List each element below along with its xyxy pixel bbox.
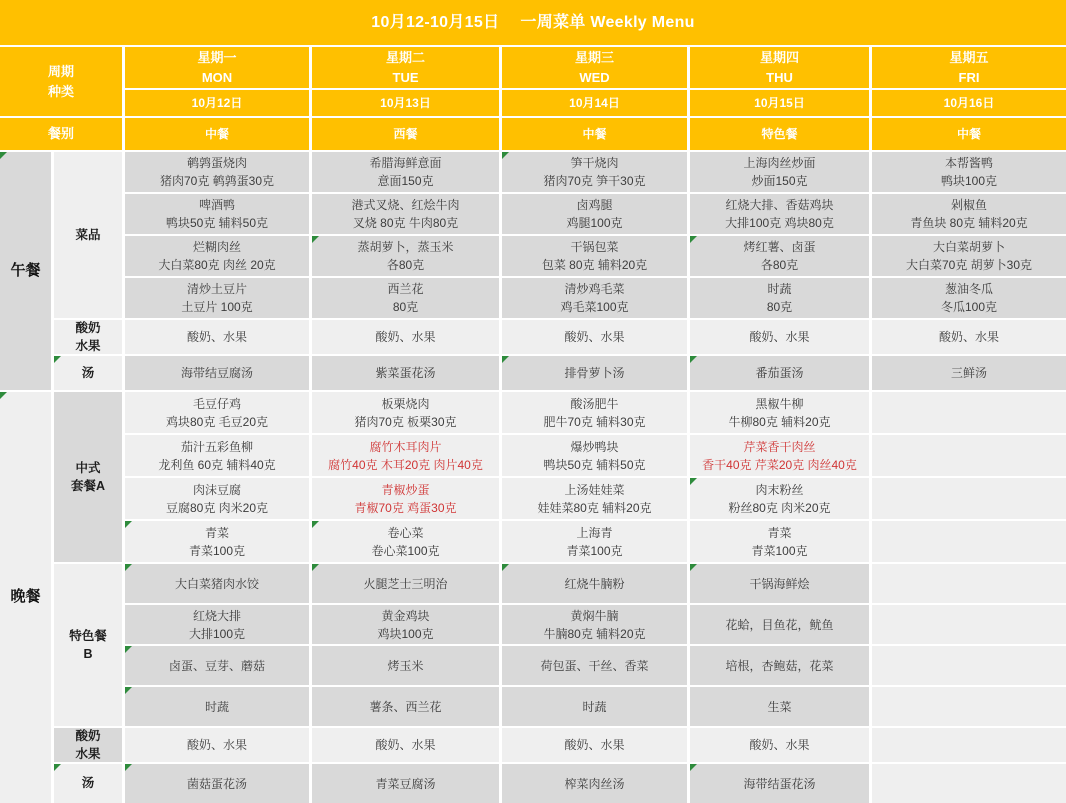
dish-cell[interactable] (312, 564, 499, 603)
dish-qty: 腐竹40克 木耳20克 肉片40克 (328, 457, 483, 472)
dish-qty: 青椒70克 鸡蛋30克 (354, 500, 457, 515)
yogurt-text: 酸奶、水果 (375, 330, 436, 344)
soup-cell[interactable] (502, 764, 687, 803)
dish-name: 青菜 (204, 525, 229, 540)
yogurt-row-header[interactable] (54, 728, 122, 762)
day-abbr: TUE (392, 69, 419, 85)
dish-name: 啤酒鸭 (198, 198, 235, 212)
lunch-section-label[interactable] (0, 152, 51, 390)
dish-cell[interactable] (312, 152, 499, 192)
yogurt-fruit-cell[interactable] (872, 320, 1066, 354)
dish-cell[interactable] (502, 435, 687, 476)
dinner-label-text: 晚餐 (10, 588, 41, 606)
yogurt-fruit-cell[interactable] (125, 320, 309, 354)
dish-name: 希腊海鲜意面 (369, 156, 442, 170)
dish-cell[interactable] (502, 236, 687, 276)
dish-name: 鹌鹑蛋烧肉 (186, 156, 247, 170)
dish-name: 清炒土豆片 (186, 282, 247, 296)
dish-cell[interactable] (125, 521, 309, 562)
date-cell[interactable] (872, 90, 1066, 116)
empty-cell[interactable] (872, 605, 1066, 644)
dish-qty: 各80克 (386, 258, 425, 272)
dish-name: 酸汤肥牛 (570, 396, 619, 411)
dish-name: 芹菜香干肉丝 (743, 439, 816, 454)
day-name: 星期一 (197, 50, 237, 65)
soup-cell[interactable] (312, 764, 499, 803)
flag-triangle-icon (502, 564, 509, 571)
dish-name: 大白菜猪肉水饺 (174, 576, 259, 591)
day-header-cell[interactable] (690, 47, 869, 88)
date-cell[interactable] (502, 90, 687, 116)
dish-qty: 鸡块100克 (377, 626, 434, 641)
dish-cell[interactable] (125, 392, 309, 433)
soup-text: 紫菜蛋花汤 (375, 366, 436, 380)
soup-label-text: 汤 (81, 365, 95, 380)
dish-cell[interactable] (312, 605, 499, 644)
meal-type-row-header[interactable] (0, 118, 122, 150)
flag-triangle-icon (502, 356, 509, 363)
dish-name: 板栗烧肉 (381, 396, 430, 411)
yogurt-label-line2: 水果 (75, 747, 101, 761)
dish-cell[interactable] (690, 605, 869, 644)
dish-cell[interactable] (125, 152, 309, 192)
dish-name: 毛豆仔鸡 (192, 396, 241, 411)
dish-cell[interactable] (125, 435, 309, 476)
dish-qty: 鸡块80克 毛豆20克 (165, 414, 269, 429)
dish-name: 花蛤，目鱼花，鱿鱼 (725, 617, 834, 632)
dish-cell[interactable] (872, 236, 1066, 276)
corner-line1: 周期 (47, 64, 74, 79)
dish-name: 笋干烧肉 (570, 156, 619, 170)
dish-name: 时蔬 (204, 699, 229, 714)
dish-qty: 冬瓜100克 (940, 300, 998, 314)
dish-qty: 肥牛70克 辅料30克 (543, 414, 646, 429)
dish-name: 爆炒鸭块 (570, 439, 619, 454)
yogurt-fruit-cell[interactable] (125, 728, 309, 762)
soup-label-text: 汤 (81, 776, 95, 791)
dish-name: 青椒炒蛋 (381, 482, 430, 497)
meal-type-cell[interactable] (312, 118, 499, 150)
meal-type-label: 西餐 (393, 127, 418, 141)
flag-triangle-icon (690, 356, 697, 363)
dishes-label-text: 菜品 (75, 227, 101, 242)
yogurt-label-line2: 水果 (75, 339, 101, 353)
corner-line2: 种类 (47, 83, 74, 99)
dish-qty: 叉烧 80克 牛肉80克 (352, 216, 459, 230)
set-a-label-line1: 中式 (75, 460, 101, 475)
dish-qty: 青菜100克 (188, 543, 246, 558)
yogurt-row-header[interactable] (54, 320, 122, 354)
dish-cell[interactable] (312, 521, 499, 562)
soup-text: 榨菜肉丝汤 (564, 776, 625, 791)
corner-header-cell[interactable] (0, 47, 122, 116)
dish-cell[interactable] (125, 278, 309, 318)
flag-triangle-icon (690, 764, 697, 771)
set-b-row-header[interactable] (54, 564, 122, 726)
dish-name: 黄焖牛腩 (570, 608, 619, 623)
dish-cell[interactable] (690, 392, 869, 433)
dish-cell[interactable] (312, 278, 499, 318)
dish-name: 大白菜胡萝卜 (932, 240, 1005, 254)
dish-name: 时蔬 (767, 282, 792, 296)
dish-qty: 鸭块50克 辅料50克 (165, 216, 269, 230)
dish-qty: 青菜100克 (566, 543, 623, 558)
flag-triangle-icon (312, 236, 319, 243)
dish-qty: 意面150克 (377, 174, 434, 188)
dish-qty: 青菜100克 (751, 543, 808, 558)
flag-triangle-icon (312, 564, 319, 571)
dish-name: 上汤娃娃菜 (564, 482, 625, 497)
meal-type-cell[interactable] (125, 118, 309, 150)
yogurt-text: 酸奶、水果 (938, 330, 999, 344)
flag-triangle-icon (690, 564, 697, 571)
dish-name: 生菜 (767, 699, 792, 714)
dish-cell[interactable] (312, 646, 499, 685)
meal-type-label: 中餐 (582, 127, 607, 141)
day-name: 星期二 (385, 50, 425, 65)
dish-name: 本帮酱鸭 (944, 156, 993, 170)
flag-triangle-icon (54, 764, 61, 771)
dish-cell[interactable] (502, 392, 687, 433)
empty-cell[interactable] (872, 564, 1066, 603)
day-name: 星期五 (949, 50, 989, 65)
yogurt-text: 酸奶、水果 (375, 738, 436, 752)
dish-qty: 大白菜80克 肉丝 20克 (158, 258, 276, 272)
flag-triangle-icon (0, 392, 7, 399)
dish-qty: 香干40克 芹菜20克 肉丝40克 (702, 457, 857, 472)
soup-cell[interactable] (502, 356, 687, 390)
date-label: 10月12日 (191, 96, 243, 110)
dish-cell[interactable] (125, 646, 309, 685)
dish-cell[interactable] (312, 392, 499, 433)
dish-name: 烂糊肉丝 (192, 240, 241, 254)
meal-type-cell[interactable] (502, 118, 687, 150)
date-label: 10月15日 (754, 96, 805, 110)
set-b-label-line2: B (83, 647, 93, 661)
dish-cell-highlighted[interactable] (312, 435, 499, 476)
dish-cell[interactable] (690, 152, 869, 192)
dish-cell[interactable] (502, 521, 687, 562)
meal-type-label: 中餐 (204, 127, 229, 141)
day-header-cell[interactable] (872, 47, 1066, 88)
dish-name: 蒸胡萝卜，蒸玉米 (357, 240, 454, 254)
dish-qty: 豆腐80克 肉米20克 (165, 500, 269, 515)
day-abbr: THU (766, 69, 793, 85)
soup-cell[interactable] (125, 356, 309, 390)
dish-cell[interactable] (312, 236, 499, 276)
soup-text: 三鲜汤 (950, 366, 987, 380)
dish-cell[interactable] (125, 194, 309, 234)
empty-cell[interactable] (872, 646, 1066, 685)
dish-name: 卤鸡腿 (576, 198, 613, 212)
meal-type-cell[interactable] (872, 118, 1066, 150)
dish-name: 上海青 (576, 525, 613, 540)
flag-triangle-icon (0, 152, 7, 159)
dish-qty: 青鱼块 80克 辅料20克 (910, 216, 1028, 230)
soup-text: 菌菇蛋花汤 (186, 776, 247, 791)
lunch-label-text: 午餐 (10, 261, 41, 279)
soup-cell[interactable] (872, 356, 1066, 390)
flag-triangle-icon (125, 687, 132, 694)
dish-qty: 娃娃菜80克 辅料20克 (537, 500, 652, 515)
set-b-label-line1: 特色餐 (69, 628, 107, 643)
dish-name: 港式叉烧、红烩牛肉 (351, 198, 460, 212)
dish-cell[interactable] (690, 236, 869, 276)
dish-qty: 猪肉70克 鹌鹑蛋30克 (159, 174, 275, 188)
flag-triangle-icon (690, 236, 697, 243)
empty-cell[interactable] (872, 521, 1066, 562)
meal-row-label: 餐别 (47, 126, 74, 142)
meal-type-label: 特色餐 (761, 127, 798, 141)
dish-cell[interactable] (690, 687, 869, 726)
dish-qty: 猪肉70克 板栗30克 (354, 414, 457, 429)
dish-qty: 大白菜70克 胡萝卜30克 (905, 258, 1033, 272)
dish-qty: 鸭块50克 辅料50克 (543, 457, 646, 472)
meal-type-cell[interactable] (690, 118, 869, 150)
dish-name: 烤玉米 (387, 658, 424, 673)
yogurt-text: 酸奶、水果 (186, 738, 247, 752)
date-label: 10月14日 (569, 96, 620, 110)
date-label: 10月13日 (380, 96, 431, 110)
yogurt-fruit-cell[interactable] (312, 320, 499, 354)
dish-cell[interactable] (125, 236, 309, 276)
dish-qty: 土豆片 100克 (181, 300, 253, 314)
empty-cell[interactable] (872, 728, 1066, 762)
menu-title-text: 10月12-10月15日 一周菜单 Weekly Menu (371, 13, 695, 31)
dish-cell[interactable] (872, 278, 1066, 318)
dish-cell[interactable] (502, 646, 687, 685)
day-abbr: MON (201, 69, 233, 85)
soup-row-header[interactable] (54, 356, 122, 390)
dish-name: 腐竹木耳肉片 (369, 439, 442, 454)
soup-cell[interactable] (312, 356, 499, 390)
dinner-section-label[interactable] (0, 392, 51, 803)
flag-triangle-icon (312, 521, 319, 528)
dish-cell[interactable] (690, 646, 869, 685)
dish-cell[interactable] (872, 194, 1066, 234)
soup-cell[interactable] (690, 764, 869, 803)
dish-name: 薯条、西兰花 (369, 699, 442, 714)
dish-name: 卷心菜 (387, 525, 424, 540)
empty-cell[interactable] (872, 478, 1066, 519)
yogurt-label-line1: 酸奶 (75, 728, 101, 743)
soup-text: 青菜豆腐汤 (375, 776, 436, 791)
dish-qty: 粉丝80克 肉米20克 (728, 500, 831, 515)
dish-qty: 炒面150克 (751, 174, 808, 188)
dish-qty: 卷心菜100克 (371, 543, 440, 558)
yogurt-text: 酸奶、水果 (186, 330, 247, 344)
date-cell[interactable] (312, 90, 499, 116)
dish-name: 黑椒牛柳 (755, 396, 804, 411)
dish-name: 红烧大排 (192, 608, 241, 623)
dish-qty: 猪肉70克 笋干30克 (543, 174, 646, 188)
day-header-cell[interactable] (125, 47, 309, 88)
dish-cell[interactable] (502, 564, 687, 603)
dish-name: 青菜 (767, 525, 792, 540)
dish-name: 剁椒鱼 (950, 198, 987, 212)
dish-name: 茄汁五彩鱼柳 (180, 439, 253, 454)
meal-type-label: 中餐 (956, 127, 981, 141)
dish-name: 干锅包菜 (570, 240, 619, 254)
dish-name: 西兰花 (387, 282, 424, 296)
flag-triangle-icon (125, 521, 132, 528)
dish-name: 上海肉丝炒面 (743, 156, 816, 170)
dish-cell[interactable] (690, 194, 869, 234)
dish-cell[interactable] (125, 564, 309, 603)
empty-cell[interactable] (872, 687, 1066, 726)
dish-qty: 牛柳80克 辅料20克 (728, 414, 831, 429)
dish-name: 肉沫豆腐 (192, 482, 241, 497)
empty-cell[interactable] (872, 764, 1066, 803)
yogurt-label-line1: 酸奶 (75, 320, 101, 335)
dish-cell[interactable] (312, 687, 499, 726)
soup-text: 海带结蛋花汤 (743, 776, 816, 791)
dish-qty: 龙利鱼 60克 辅料40克 (158, 457, 276, 472)
yogurt-fruit-cell[interactable] (502, 728, 687, 762)
dish-name: 肉末粉丝 (755, 482, 804, 497)
dish-name: 红烧牛腩粉 (564, 576, 625, 591)
dish-cell[interactable] (502, 152, 687, 192)
dish-cell[interactable] (502, 687, 687, 726)
soup-cell[interactable] (125, 764, 309, 803)
set-a-row-header[interactable] (54, 392, 122, 562)
day-abbr: WED (579, 69, 610, 85)
yogurt-text: 酸奶、水果 (749, 330, 810, 344)
day-name: 星期三 (574, 50, 614, 65)
date-label: 10月16日 (943, 96, 995, 110)
soup-cell[interactable] (690, 356, 869, 390)
dish-name: 卤蛋、豆芽、蘑菇 (168, 658, 265, 673)
yogurt-text: 酸奶、水果 (749, 738, 810, 752)
dish-name: 火腿芝士三明治 (363, 576, 448, 591)
dish-qty: 各80克 (760, 258, 799, 272)
dish-name: 黄金鸡块 (381, 608, 430, 623)
soup-text: 番茄蛋汤 (755, 366, 804, 380)
dish-qty: 大排100克 (188, 626, 246, 641)
dish-name: 烤红薯、卤蛋 (743, 240, 816, 254)
soup-text: 排骨萝卜汤 (564, 366, 625, 380)
dish-cell[interactable] (312, 194, 499, 234)
yogurt-fruit-cell[interactable] (690, 320, 869, 354)
flag-triangle-icon (690, 478, 697, 485)
dish-cell[interactable] (690, 478, 869, 519)
flag-triangle-icon (502, 152, 509, 159)
yogurt-text: 酸奶、水果 (564, 330, 625, 344)
yogurt-fruit-cell[interactable] (312, 728, 499, 762)
soup-text: 海带结豆腐汤 (180, 366, 253, 380)
dish-qty: 鸡毛菜100克 (560, 300, 629, 314)
dish-name: 红烧大排、香菇鸡块 (725, 198, 834, 212)
flag-triangle-icon (54, 356, 61, 363)
day-name: 星期四 (759, 50, 799, 65)
day-abbr: FRI (958, 69, 980, 85)
dish-cell[interactable] (125, 478, 309, 519)
dish-cell[interactable] (502, 194, 687, 234)
yogurt-fruit-cell[interactable] (690, 728, 869, 762)
menu-title[interactable] (0, 0, 1066, 45)
dishes-row-header[interactable] (54, 152, 122, 318)
dish-cell[interactable] (502, 478, 687, 519)
dish-cell[interactable] (125, 687, 309, 726)
dish-qty: 大排100克 鸡块80克 (725, 216, 834, 230)
yogurt-text: 酸奶、水果 (564, 738, 625, 752)
flag-triangle-icon (125, 646, 132, 653)
dish-cell[interactable] (502, 278, 687, 318)
dish-cell[interactable] (502, 605, 687, 644)
set-a-label-line2: 套餐A (70, 479, 106, 493)
day-header-cell[interactable] (312, 47, 499, 88)
date-cell[interactable] (690, 90, 869, 116)
dish-cell[interactable] (872, 152, 1066, 192)
dish-name: 时蔬 (582, 699, 607, 714)
dish-cell[interactable] (690, 564, 869, 603)
soup-row-header[interactable] (54, 764, 122, 803)
flag-triangle-icon (125, 564, 132, 571)
date-cell[interactable] (125, 90, 309, 116)
dish-qty: 鸡腿100克 (566, 216, 623, 230)
empty-cell[interactable] (872, 392, 1066, 433)
flag-triangle-icon (125, 764, 132, 771)
dish-qty: 鸭块100克 (940, 174, 998, 188)
dish-cell[interactable] (125, 605, 309, 644)
empty-cell[interactable] (872, 435, 1066, 476)
dish-qty: 80克 (392, 300, 419, 314)
dish-name: 荷包蛋、干丝、香菜 (540, 658, 649, 673)
dish-name: 清炒鸡毛菜 (564, 282, 625, 296)
yogurt-fruit-cell[interactable] (502, 320, 687, 354)
dish-qty: 80克 (766, 300, 793, 314)
day-header-cell[interactable] (502, 47, 687, 88)
dish-cell-highlighted[interactable] (312, 478, 499, 519)
dish-qty: 牛腩80克 辅料20克 (543, 626, 646, 641)
dish-name: 葱油冬瓜 (944, 282, 993, 296)
dish-name: 培根，杏鲍菇，花菜 (725, 658, 834, 673)
dish-cell[interactable] (690, 521, 869, 562)
dish-name: 干锅海鲜烩 (749, 576, 810, 591)
dish-qty: 包菜 80克 辅料20克 (541, 258, 648, 272)
dish-cell-highlighted[interactable] (690, 435, 869, 476)
dish-cell[interactable] (690, 278, 869, 318)
